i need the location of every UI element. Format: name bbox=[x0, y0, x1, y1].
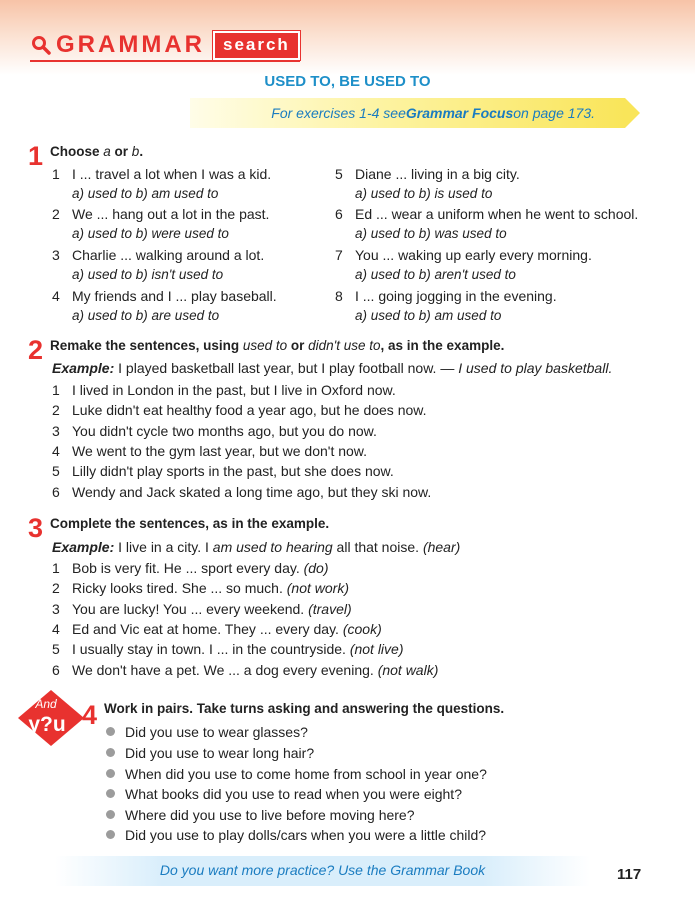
ex4-item: Did you use to wear glasses? bbox=[106, 724, 308, 740]
ex1-item: 2 We ... hang out a lot in the past. bbox=[52, 206, 270, 222]
badge-and: And bbox=[35, 697, 57, 711]
page-number: 117 bbox=[617, 866, 642, 883]
bullet-icon bbox=[106, 810, 115, 819]
bullet-icon bbox=[106, 789, 115, 798]
ex4-item: Where did you use to live before moving here? bbox=[106, 807, 415, 823]
ex4-item: Did you use to play dolls/cars when you were a little child? bbox=[106, 827, 486, 843]
ex4-item: Did you use to wear long hair? bbox=[106, 745, 314, 761]
search-label: search bbox=[213, 31, 300, 60]
ex1-options: a) used to b) were used to bbox=[72, 226, 229, 241]
focus-pre: For exercises 1-4 see bbox=[271, 105, 406, 121]
ex3-item: 2 Ricky looks tired. She ... so much. (not work) bbox=[52, 580, 349, 596]
ex4-item: When did you use to come home from school in year one? bbox=[106, 766, 487, 782]
focus-post: on page 173. bbox=[513, 105, 595, 121]
exercise-3-example: Example: I live in a city. I am used to hearing all that noise. (hear) bbox=[52, 539, 461, 555]
ex2-item: 6 Wendy and Jack skated a long time ago, but they ski now. bbox=[52, 484, 432, 500]
ex1-options: a) used to b) am used to bbox=[72, 186, 219, 201]
ex1-options: a) used to b) isn't used to bbox=[72, 267, 224, 282]
ex1-item: 6 Ed ... wear a uniform when he went to school. bbox=[335, 206, 639, 222]
exercise-3-instruction: Complete the sentences, as in the example. bbox=[50, 516, 330, 531]
ex1-options: a) used to b) was used to bbox=[355, 226, 507, 241]
bullet-icon bbox=[106, 830, 115, 839]
grammar-label: GRAMMAR bbox=[56, 31, 205, 58]
ex3-item: 1 Bob is very fit. He ... sport every day. (do) bbox=[52, 560, 329, 576]
ex1-options: a) used to b) are used to bbox=[72, 308, 220, 323]
ex1-item: 7 You ... waking up early every morning. bbox=[335, 247, 592, 263]
ex3-item: 6 We don't have a pet. We ... a dog every evening. (not walk) bbox=[52, 662, 439, 678]
exercise-2-instruction: Remake the sentences, using used to or didn't use to, as in the example. bbox=[50, 338, 505, 353]
header-underline bbox=[30, 60, 300, 62]
ex4-item: What books did you use to read when you were eight? bbox=[106, 786, 462, 802]
and-you-badge-icon bbox=[16, 688, 86, 748]
exercise-3-number: 3 bbox=[28, 513, 44, 543]
ex2-item: 2 Luke didn't eat healthy food a year ago, but he does now. bbox=[52, 402, 427, 418]
ex1-item: 3 Charlie ... walking around a lot. bbox=[52, 247, 265, 263]
ex2-item: 5 Lilly didn't play sports in the past, but she does now. bbox=[52, 463, 394, 479]
ex1-options: a) used to b) aren't used to bbox=[355, 267, 516, 282]
ex1-item: 4 My friends and I ... play baseball. bbox=[52, 288, 277, 304]
ex1-options: a) used to b) is used to bbox=[355, 186, 493, 201]
ex2-item: 4 We went to the gym last year, but we don't now. bbox=[52, 443, 368, 459]
exercise-2-number: 2 bbox=[28, 335, 44, 365]
bullet-icon bbox=[106, 769, 115, 778]
page-title: USED TO, BE USED TO bbox=[264, 73, 431, 90]
grammar-focus-bar bbox=[190, 98, 625, 128]
bullet-icon bbox=[106, 727, 115, 736]
badge-you: y?u bbox=[28, 713, 66, 736]
bullet-icon bbox=[106, 748, 115, 757]
exercise-1-number: 1 bbox=[28, 141, 44, 171]
ex1-item: 5 Diane ... living in a big city. bbox=[335, 166, 520, 182]
focus-bar-arrow bbox=[625, 98, 640, 128]
ex3-item: 5 I usually stay in town. I ... in the countryside. (not live) bbox=[52, 641, 404, 657]
ex2-item: 1 I lived in London in the past, but I live in Oxford now. bbox=[52, 382, 396, 398]
exercise-1-instruction: Choose a or b. bbox=[50, 144, 144, 159]
magnifier-icon bbox=[30, 34, 52, 56]
ex2-item: 3 You didn't cycle two months ago, but you do now. bbox=[52, 423, 377, 439]
ex1-item: 8 I ... going jogging in the evening. bbox=[335, 288, 557, 304]
exercise-4-instruction: Work in pairs. Take turns asking and answering the questions. bbox=[104, 701, 505, 716]
ex1-options: a) used to b) am used to bbox=[355, 308, 502, 323]
ex3-item: 3 You are lucky! You ... every weekend. (travel) bbox=[52, 601, 352, 617]
exercise-4-number: 4 bbox=[82, 700, 98, 730]
ex3-item: 4 Ed and Vic eat at home. They ... every day. (cook) bbox=[52, 621, 382, 637]
footer-practice-text: Do you want more practice? Use the Grammar Book bbox=[159, 862, 486, 878]
ex1-item: 1 I ... travel a lot when I was a kid. bbox=[52, 166, 272, 182]
exercise-2-example: Example: I played basketball last year, but I play football now. — I used to play basketball. bbox=[52, 360, 613, 376]
grammar-search-header bbox=[30, 30, 300, 60]
focus-link: Grammar Focus bbox=[405, 105, 514, 121]
